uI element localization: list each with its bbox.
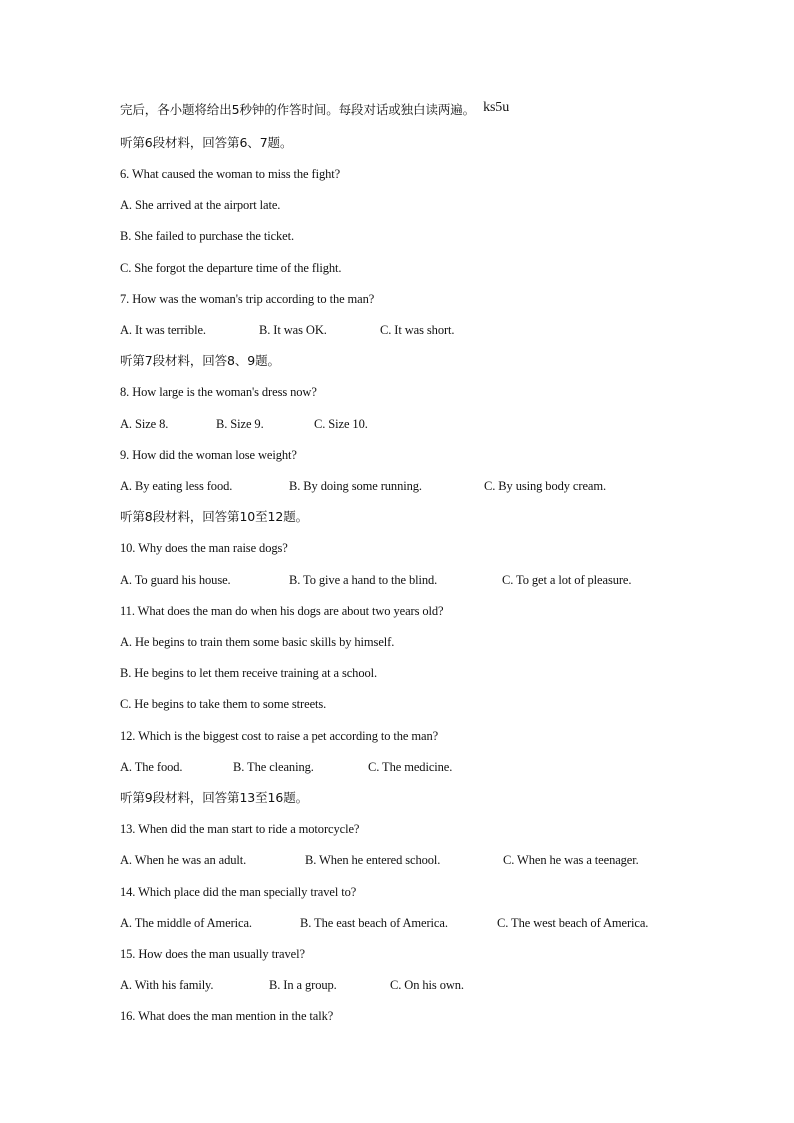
question-6-option-c: C. She forgot the departure time of the flight. — [120, 261, 342, 275]
question-12-option-c: C. The medicine. — [368, 760, 453, 774]
question-7-option-a: A. It was terrible. — [120, 323, 206, 337]
intro-line — [120, 102, 509, 119]
question-8-stem: 8. How large is the woman's dress now? — [120, 385, 317, 399]
question-7-stem: 7. How was the woman's trip according to the man? — [120, 292, 375, 306]
question-6-option-b: B. She failed to purchase the ticket. — [120, 229, 295, 243]
section-heading-9: 听第9段材料，回答第13至16题。 — [120, 790, 309, 805]
question-15-option-b: B. In a group. — [269, 978, 337, 992]
question-13-option-b: B. When he entered school. — [305, 853, 441, 867]
question-14-option-a: A. The middle of America. — [120, 916, 252, 930]
question-9-stem: 9. How did the woman lose weight? — [120, 448, 297, 462]
question-6-option-a: A. She arrived at the airport late. — [120, 198, 281, 212]
question-10-option-a: A. To guard his house. — [120, 573, 231, 587]
question-13-option-a: A. When he was an adult. — [120, 853, 247, 867]
section-heading-8: 听第8段材料，回答第10至12题。 — [120, 509, 309, 524]
question-15-stem: 15. How does the man usually travel? — [120, 947, 305, 961]
question-13-option-c: C. When he was a teenager. — [503, 853, 639, 867]
question-9-option-a: A. By eating less food. — [120, 479, 233, 493]
question-15-option-a: A. With his family. — [120, 978, 214, 992]
question-14-option-b: B. The east beach of America. — [300, 916, 448, 930]
question-12-option-b: B. The cleaning. — [233, 760, 314, 774]
question-14-option-c: C. The west beach of America. — [497, 916, 649, 930]
question-11-option-a: A. He begins to train them some basic skills by himself. — [120, 635, 395, 649]
question-9-option-c: C. By using body cream. — [484, 479, 606, 493]
question-11-option-b: B. He begins to let them receive training at a school. — [120, 666, 378, 680]
question-14-stem: 14. Which place did the man specially travel to? — [120, 885, 357, 899]
question-12-stem: 12. Which is the biggest cost to raise a pet according to the man? — [120, 729, 439, 743]
question-15-option-c: C. On his own. — [390, 978, 464, 992]
question-16-stem: 16. What does the man mention in the talk? — [120, 1009, 334, 1023]
question-8-option-b: B. Size 9. — [216, 417, 264, 431]
question-10-option-b: B. To give a hand to the blind. — [289, 573, 438, 587]
question-11-stem: 11. What does the man do when his dogs are about two years old? — [120, 604, 444, 618]
section-heading-7: 听第7段材料，回答8、9题。 — [120, 353, 280, 368]
section-heading-6: 听第6段材料，回答第6、7题。 — [120, 135, 293, 150]
question-8-option-c: C. Size 10. — [314, 417, 368, 431]
question-7-option-c: C. It was short. — [380, 323, 455, 337]
question-6-stem: 6. What caused the woman to miss the fight? — [120, 167, 341, 181]
watermark-text: ks5u — [483, 100, 510, 115]
question-13-stem: 13. When did the man start to ride a motorcycle? — [120, 822, 360, 836]
question-7-option-b: B. It was OK. — [259, 323, 327, 337]
question-9-option-b: B. By doing some running. — [289, 479, 422, 493]
question-11-option-c: C. He begins to take them to some streets. — [120, 697, 327, 711]
question-10-option-c: C. To get a lot of pleasure. — [502, 573, 632, 587]
question-10-stem: 10. Why does the man raise dogs? — [120, 541, 288, 555]
question-12-option-a: A. The food. — [120, 760, 183, 774]
intro-text: 完后，各小题将给出5秒钟的作答时间。每段对话或独白读两遍。 — [120, 102, 476, 117]
question-8-option-a: A. Size 8. — [120, 417, 169, 431]
